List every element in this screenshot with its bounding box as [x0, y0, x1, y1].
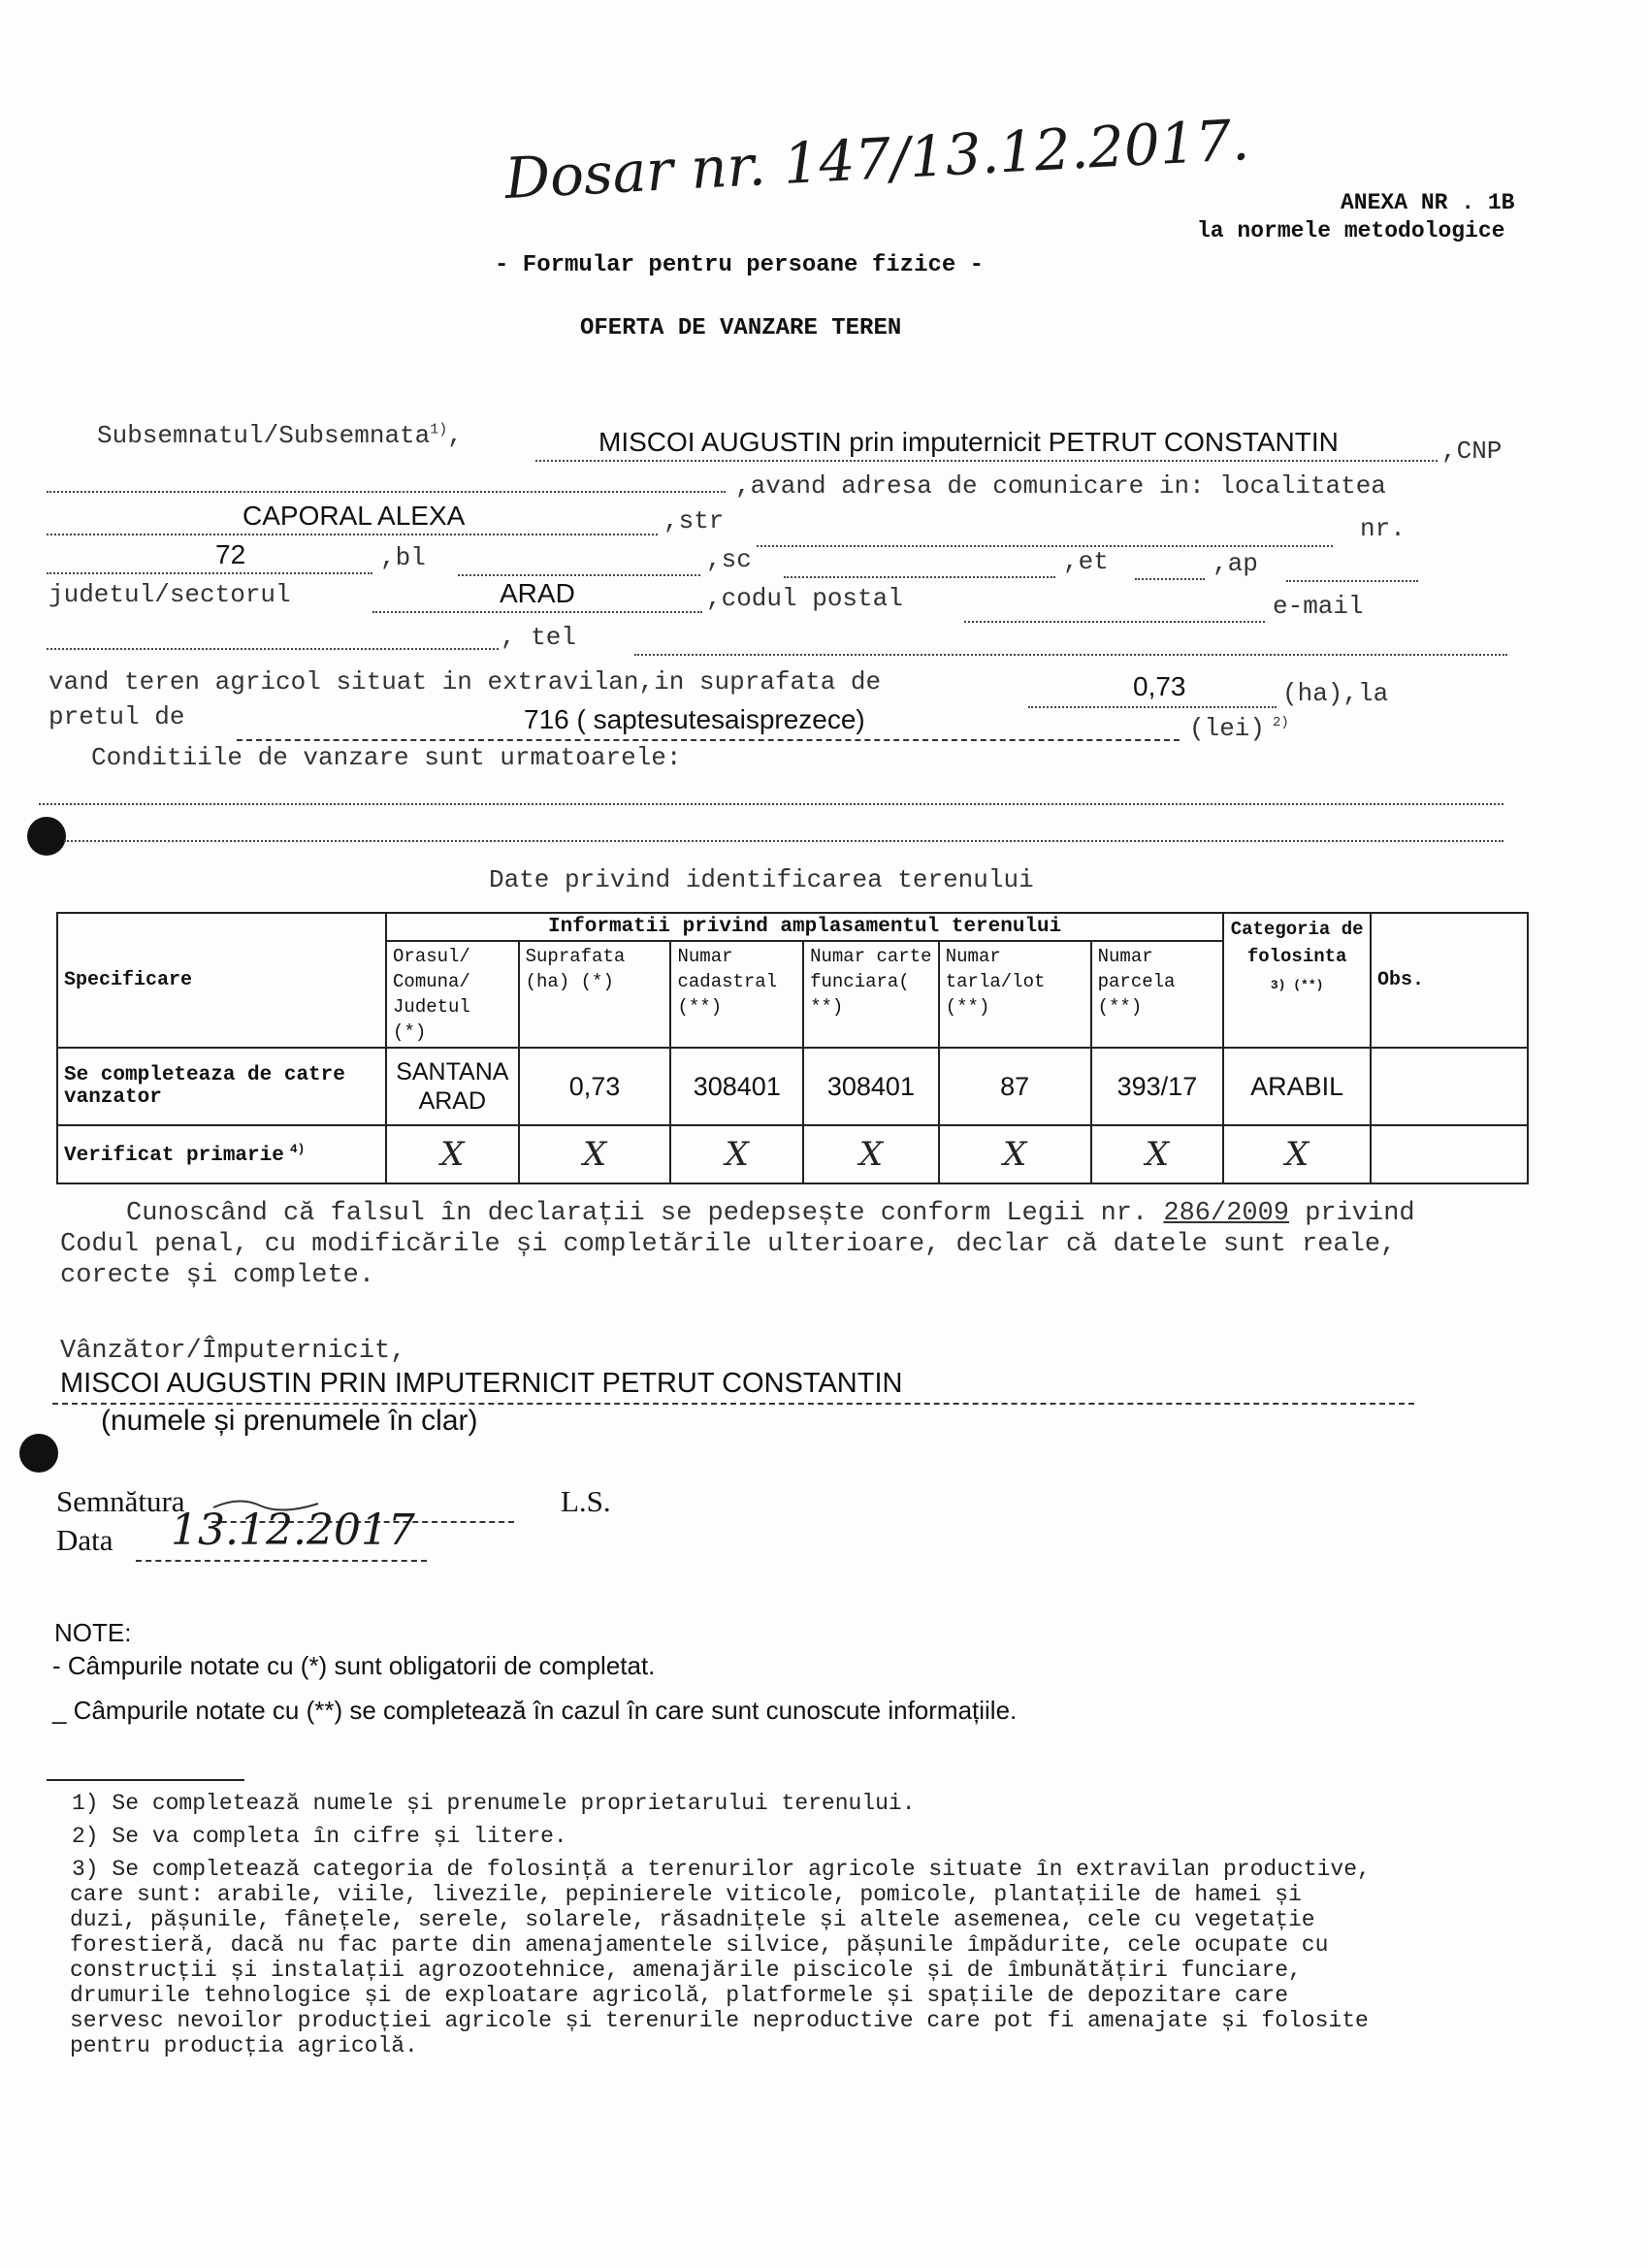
header-tarla: Numar tarla/lot (**)	[939, 941, 1091, 1048]
label-nr: nr.	[1360, 514, 1406, 543]
label-ha: (ha),la	[1282, 679, 1389, 708]
label-judet: judetul/sectorul	[48, 580, 291, 609]
footnote-mark-2: 2)	[1273, 715, 1289, 731]
label-data: Data	[56, 1523, 113, 1557]
footnote-3-line: forestieră, dacă nu fac parte din amenajamentele silvice, pășunile împădurite, cele ocupate cu	[70, 1932, 1329, 1958]
row-primarie-label: Verificat primarie $^{4)}$	[57, 1125, 386, 1183]
notes-title: NOTE:	[54, 1618, 132, 1647]
header-obs: Obs.	[1371, 913, 1528, 1048]
check-mark: X	[803, 1125, 939, 1183]
header-cadastral: Numar cadastral (**)	[670, 941, 803, 1048]
header-group-amplasament: Informatii privind amplasamentul terenului	[386, 913, 1223, 941]
footnote-3-line: construcții și instalații agrozootehnice, amenajările piscicole și de îmbunătățiri funciare,	[70, 1958, 1302, 1983]
header-specificare: Specificare	[57, 913, 386, 1048]
pret-value: 716 ( saptesutesaisprezece)	[524, 704, 865, 734]
page-title: OFERTA DE VANZARE TEREN	[580, 315, 902, 341]
email-line	[47, 648, 499, 650]
cell-carte-funciara: 308401	[803, 1048, 939, 1125]
footnote-3-line: drumurile tehnologice și de exploatare agricolă, platformele și spațiile de depozitare care	[70, 1983, 1289, 2008]
owner-name-line	[535, 460, 1438, 462]
form-type: - Formular pentru persoane fizice -	[495, 252, 985, 278]
data-line	[136, 1560, 427, 1562]
pret-line	[237, 739, 1180, 741]
cell-orasul: SANTANA ARAD	[386, 1048, 519, 1125]
ap-line	[1286, 580, 1418, 582]
check-mark: X	[386, 1125, 519, 1183]
footnote-mark-1: 1)	[430, 421, 448, 438]
row-vanzator-label: Se completeaza de catre vanzator	[57, 1048, 386, 1125]
note-item: _ Câmpurile notate cu (**) se completează în cazul în care sunt cunoscute informațiile.	[52, 1696, 1018, 1725]
header-categoria-note: 3) (**)	[1270, 978, 1324, 992]
header-categoria: Categoria de folosinta 3) (**)	[1223, 913, 1371, 1048]
str-line	[757, 545, 1333, 547]
conditii-line-2	[64, 840, 1504, 842]
label-pret: pretul de	[48, 702, 185, 731]
sc-line	[784, 576, 1055, 578]
signer-name: MISCOI AUGUSTIN PRIN IMPUTERNICIT PETRUT CONSTANTIN	[60, 1368, 903, 1399]
table-caption: Date privind identificarea terenului	[489, 865, 1034, 894]
cod-postal-line	[964, 621, 1265, 623]
nr-line	[47, 572, 372, 574]
suprafata-line	[1028, 706, 1277, 708]
cell-suprafata: 0,73	[519, 1048, 671, 1125]
localitate-value: CAPORAL ALEXA	[242, 501, 466, 531]
label-et: ,et	[1063, 547, 1109, 576]
signer-name-hint: (numele și prenumele în clar)	[101, 1405, 478, 1437]
declaration-line-3: corecte și complete.	[60, 1261, 375, 1290]
footnote-mark-4: 4)	[289, 1142, 306, 1156]
declaration-line-1: Cunoscând că falsul în declarații se pedepsește conform Legii nr. 286/2009 privind	[126, 1199, 1415, 1228]
label-semnatura: Semnătura	[56, 1484, 185, 1518]
punch-hole-top	[27, 817, 66, 856]
check-mark: X	[670, 1125, 803, 1183]
label-lei: (lei) $^{2)}$	[1189, 714, 1289, 743]
cell-cadastral: 308401	[670, 1048, 803, 1125]
label-subsemnatul: Subsemnatul/Subsemnata$^{1)}$,	[97, 421, 463, 450]
bl-line	[458, 574, 700, 576]
label-adresa: ,avand adresa de comunicare in: localitatea	[735, 471, 1386, 501]
footnote-3: 3) Se completează categoria de folosință a terenurilor agricole situate în extravilan productive,	[72, 1857, 1371, 1882]
check-mark: X	[519, 1125, 671, 1183]
cell-obs	[1371, 1048, 1528, 1125]
label-email: e-mail	[1273, 592, 1364, 621]
label-bl: ,bl	[380, 543, 426, 572]
annex-subtitle: la normele metodologice	[1197, 218, 1505, 243]
cell-tarla: 87	[939, 1048, 1091, 1125]
footnote-1: 1) Se completează numele și prenumele proprietarului terenului.	[72, 1791, 916, 1816]
check-mark: X	[939, 1125, 1091, 1183]
footnote-3-line: duzi, pășunile, fânețele, serele, solarele, răsadnițele și altele asemenea, cele cu vegetație	[70, 1907, 1315, 1932]
declaration-line-2: Codul penal, cu modificările și completările ulterioare, declar că datele sunt reale,	[60, 1230, 1397, 1259]
suprafata-value: 0,73	[1133, 671, 1186, 701]
footnote-3-line: pentru producția agricolă.	[70, 2033, 418, 2058]
annex-number: ANEXA NR . 1B	[1341, 190, 1515, 215]
footnote-2: 2) Se va completa în cifre și litere.	[72, 1824, 567, 1849]
label-str: ,str	[663, 506, 725, 535]
label-sc: ,sc	[706, 545, 752, 574]
check-mark: X	[1223, 1125, 1371, 1183]
lege-number: 286/2009	[1163, 1199, 1289, 1228]
label-ls: L.S.	[561, 1484, 611, 1518]
sale-text: vand teren agricol situat in extravilan,in suprafata de	[48, 667, 882, 697]
localitate-line	[47, 534, 658, 535]
check-mark: X	[1091, 1125, 1224, 1183]
signer-role: Vânzător/Împuternicit,	[60, 1337, 406, 1366]
label-tel: , tel	[501, 623, 577, 652]
judet-value: ARAD	[500, 578, 575, 608]
footnote-separator	[47, 1779, 244, 1781]
header-suprafata: Suprafata (ha) (*)	[519, 941, 671, 1048]
punch-hole-bottom	[19, 1434, 58, 1473]
land-identification-table	[56, 912, 1529, 1184]
header-parcela: Numar parcela (**)	[1091, 941, 1224, 1048]
cell-categoria: ARABIL	[1223, 1048, 1371, 1125]
judet-line	[372, 611, 702, 613]
owner-name: MISCOI AUGUSTIN prin imputernicit PETRUT CONSTANTIN	[598, 427, 1339, 457]
cnp-line	[47, 491, 726, 493]
footnote-3-line: servesc nevoilor producției agricole și terenurile neproductive care pot fi amenajate și folosite	[70, 2008, 1369, 2033]
nr-value: 72	[215, 539, 246, 569]
label-ap: ,ap	[1212, 549, 1258, 578]
tel-line	[634, 654, 1507, 656]
cell-parcela: 393/17	[1091, 1048, 1224, 1125]
note-item: - Câmpurile notate cu (*) sunt obligatorii de completat.	[52, 1651, 656, 1680]
check-mark	[1371, 1125, 1528, 1183]
data-value: 13.12.2017	[171, 1506, 415, 1555]
et-line	[1135, 578, 1205, 580]
label-cnp: ,CNP	[1441, 437, 1503, 466]
conditii-label: Conditiile de vanzare sunt urmatoarele:	[91, 743, 682, 772]
footnote-3-line: care sunt: arabile, viile, livezile, pepinierele viticole, pomicole, plantațiile de hamei și	[70, 1882, 1302, 1907]
conditii-line-1	[39, 803, 1504, 805]
handwritten-case-number: Dosar nr. 147/13.12.2017.	[502, 106, 1251, 212]
label-cod-postal: ,codul postal	[706, 584, 903, 613]
header-orasul: Orasul/ Comuna/ Judetul (*)	[386, 941, 519, 1048]
header-carte-funciara: Numar carte funciara( **)	[803, 941, 939, 1048]
